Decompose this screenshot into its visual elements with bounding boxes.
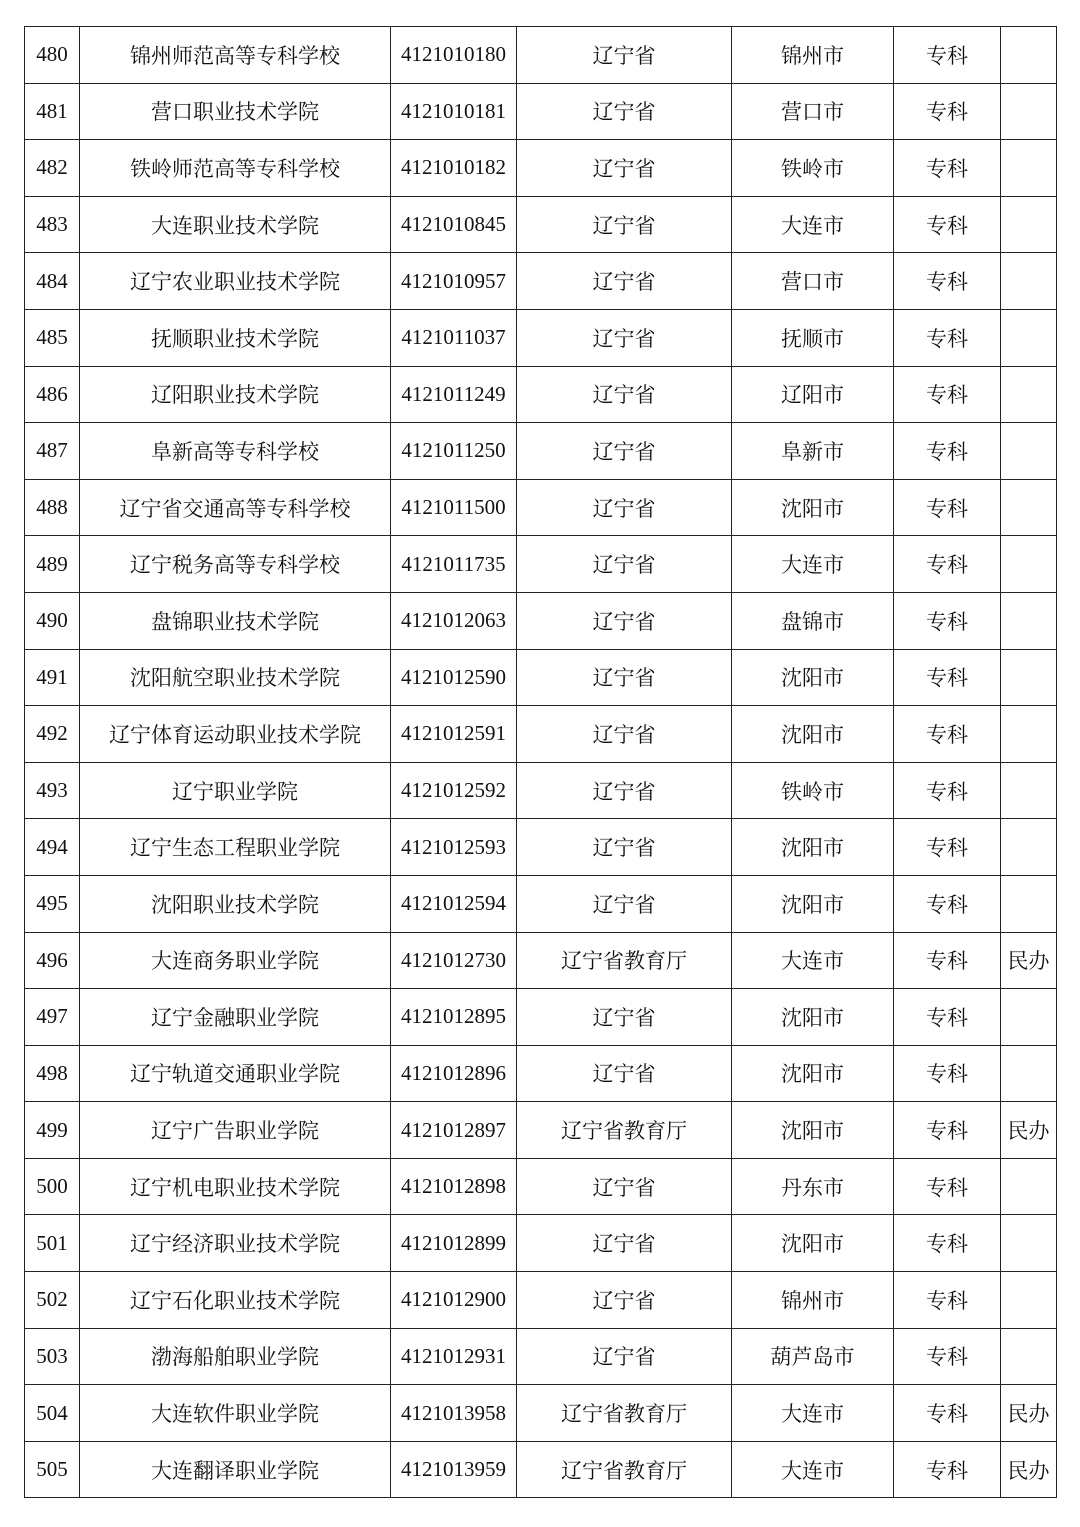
education-level-cell: 专科: [894, 1158, 1001, 1215]
competent-department-cell: 辽宁省: [517, 989, 732, 1046]
table-row: [25, 423, 1057, 480]
row-number-cell: 503: [25, 1328, 80, 1385]
row-number-cell: 486: [25, 366, 80, 423]
school-name-cell: 辽宁税务高等专科学校: [80, 536, 391, 593]
education-level-cell: 专科: [894, 1385, 1001, 1442]
education-level-cell: 专科: [894, 1215, 1001, 1272]
table-row: [25, 989, 1057, 1046]
location-city-cell: 丹东市: [732, 1158, 894, 1215]
remark-cell: [1001, 479, 1057, 536]
school-code-cell: 4121010181: [391, 83, 517, 140]
school-name-cell: 辽宁经济职业技术学院: [80, 1215, 391, 1272]
education-level-cell: 专科: [894, 479, 1001, 536]
remark-cell: [1001, 819, 1057, 876]
education-level-cell: 专科: [894, 140, 1001, 197]
remark-cell: [1001, 1045, 1057, 1102]
remark-cell: 民办: [1001, 1102, 1057, 1159]
competent-department-cell: 辽宁省: [517, 875, 732, 932]
education-level-cell: 专科: [894, 83, 1001, 140]
education-level-cell: 专科: [894, 1102, 1001, 1159]
remark-cell: [1001, 423, 1057, 480]
school-name-cell: 营口职业技术学院: [80, 83, 391, 140]
school-code-cell: 4121011735: [391, 536, 517, 593]
row-number-cell: 492: [25, 706, 80, 763]
school-code-cell: 4121012730: [391, 932, 517, 989]
location-city-cell: 沈阳市: [732, 1102, 894, 1159]
location-city-cell: 大连市: [732, 536, 894, 593]
education-level-cell: 专科: [894, 196, 1001, 253]
school-code-cell: 4121012593: [391, 819, 517, 876]
row-number-cell: 505: [25, 1441, 80, 1498]
remark-cell: [1001, 1158, 1057, 1215]
school-code-cell: 4121012063: [391, 592, 517, 649]
school-name-cell: 抚顺职业技术学院: [80, 309, 391, 366]
school-code-cell: 4121012590: [391, 649, 517, 706]
table-row: [25, 1272, 1057, 1329]
remark-cell: [1001, 706, 1057, 763]
row-number-cell: 484: [25, 253, 80, 310]
competent-department-cell: 辽宁省: [517, 479, 732, 536]
remark-cell: [1001, 536, 1057, 593]
table-row: [25, 706, 1057, 763]
table-row: [25, 366, 1057, 423]
location-city-cell: 沈阳市: [732, 819, 894, 876]
row-number-cell: 500: [25, 1158, 80, 1215]
row-number-cell: 483: [25, 196, 80, 253]
school-code-cell: 4121011500: [391, 479, 517, 536]
school-name-cell: 阜新高等专科学校: [80, 423, 391, 480]
institution-table: [24, 26, 1057, 1498]
education-level-cell: 专科: [894, 1328, 1001, 1385]
row-number-cell: 499: [25, 1102, 80, 1159]
remark-cell: 民办: [1001, 932, 1057, 989]
school-name-cell: 渤海船舶职业学院: [80, 1328, 391, 1385]
row-number-cell: 487: [25, 423, 80, 480]
school-code-cell: 4121012594: [391, 875, 517, 932]
school-name-cell: 辽宁农业职业技术学院: [80, 253, 391, 310]
location-city-cell: 铁岭市: [732, 762, 894, 819]
table-row: [25, 479, 1057, 536]
table-row: [25, 253, 1057, 310]
remark-cell: [1001, 27, 1057, 84]
school-name-cell: 辽宁生态工程职业学院: [80, 819, 391, 876]
school-name-cell: 大连软件职业学院: [80, 1385, 391, 1442]
competent-department-cell: 辽宁省: [517, 1215, 732, 1272]
location-city-cell: 沈阳市: [732, 875, 894, 932]
education-level-cell: 专科: [894, 706, 1001, 763]
school-code-cell: 4121010182: [391, 140, 517, 197]
row-number-cell: 482: [25, 140, 80, 197]
location-city-cell: 辽阳市: [732, 366, 894, 423]
location-city-cell: 沈阳市: [732, 1215, 894, 1272]
table-row: [25, 1385, 1057, 1442]
row-number-cell: 495: [25, 875, 80, 932]
row-number-cell: 489: [25, 536, 80, 593]
remark-cell: [1001, 253, 1057, 310]
competent-department-cell: 辽宁省: [517, 1328, 732, 1385]
competent-department-cell: 辽宁省: [517, 309, 732, 366]
school-code-cell: 4121010957: [391, 253, 517, 310]
school-name-cell: 辽宁机电职业技术学院: [80, 1158, 391, 1215]
location-city-cell: 铁岭市: [732, 140, 894, 197]
school-name-cell: 大连职业技术学院: [80, 196, 391, 253]
competent-department-cell: 辽宁省: [517, 196, 732, 253]
remark-cell: [1001, 989, 1057, 1046]
competent-department-cell: 辽宁省: [517, 140, 732, 197]
table-row: [25, 592, 1057, 649]
school-code-cell: 4121010845: [391, 196, 517, 253]
remark-cell: [1001, 762, 1057, 819]
table-row: [25, 196, 1057, 253]
school-code-cell: 4121012895: [391, 989, 517, 1046]
education-level-cell: 专科: [894, 309, 1001, 366]
education-level-cell: 专科: [894, 1272, 1001, 1329]
school-name-cell: 辽宁体育运动职业技术学院: [80, 706, 391, 763]
row-number-cell: 493: [25, 762, 80, 819]
remark-cell: [1001, 1215, 1057, 1272]
table-row: [25, 1158, 1057, 1215]
remark-cell: [1001, 196, 1057, 253]
competent-department-cell: 辽宁省: [517, 592, 732, 649]
school-name-cell: 辽宁省交通高等专科学校: [80, 479, 391, 536]
location-city-cell: 锦州市: [732, 1272, 894, 1329]
competent-department-cell: 辽宁省: [517, 762, 732, 819]
competent-department-cell: 辽宁省: [517, 253, 732, 310]
competent-department-cell: 辽宁省: [517, 366, 732, 423]
competent-department-cell: 辽宁省: [517, 536, 732, 593]
competent-department-cell: 辽宁省: [517, 27, 732, 84]
remark-cell: [1001, 366, 1057, 423]
competent-department-cell: 辽宁省教育厅: [517, 1385, 732, 1442]
table-row: [25, 140, 1057, 197]
table-row: [25, 932, 1057, 989]
competent-department-cell: 辽宁省: [517, 649, 732, 706]
education-level-cell: 专科: [894, 649, 1001, 706]
table-row: [25, 536, 1057, 593]
row-number-cell: 498: [25, 1045, 80, 1102]
location-city-cell: 葫芦岛市: [732, 1328, 894, 1385]
school-code-cell: 4121012591: [391, 706, 517, 763]
school-code-cell: 4121012900: [391, 1272, 517, 1329]
education-level-cell: 专科: [894, 932, 1001, 989]
table-row: [25, 1102, 1057, 1159]
row-number-cell: 501: [25, 1215, 80, 1272]
table-row: [25, 1215, 1057, 1272]
location-city-cell: 抚顺市: [732, 309, 894, 366]
education-level-cell: 专科: [894, 762, 1001, 819]
location-city-cell: 大连市: [732, 932, 894, 989]
table-row: [25, 875, 1057, 932]
location-city-cell: 锦州市: [732, 27, 894, 84]
row-number-cell: 502: [25, 1272, 80, 1329]
table-row: [25, 27, 1057, 84]
school-name-cell: 大连翻译职业学院: [80, 1441, 391, 1498]
row-number-cell: 496: [25, 932, 80, 989]
remark-cell: [1001, 140, 1057, 197]
school-name-cell: 沈阳职业技术学院: [80, 875, 391, 932]
school-name-cell: 铁岭师范高等专科学校: [80, 140, 391, 197]
competent-department-cell: 辽宁省: [517, 1045, 732, 1102]
table-row: [25, 1441, 1057, 1498]
competent-department-cell: 辽宁省教育厅: [517, 1441, 732, 1498]
school-name-cell: 大连商务职业学院: [80, 932, 391, 989]
row-number-cell: 490: [25, 592, 80, 649]
location-city-cell: 沈阳市: [732, 989, 894, 1046]
education-level-cell: 专科: [894, 423, 1001, 480]
competent-department-cell: 辽宁省教育厅: [517, 932, 732, 989]
remark-cell: [1001, 83, 1057, 140]
remark-cell: [1001, 592, 1057, 649]
row-number-cell: 481: [25, 83, 80, 140]
location-city-cell: 沈阳市: [732, 1045, 894, 1102]
school-name-cell: 沈阳航空职业技术学院: [80, 649, 391, 706]
education-level-cell: 专科: [894, 366, 1001, 423]
competent-department-cell: 辽宁省: [517, 423, 732, 480]
row-number-cell: 497: [25, 989, 80, 1046]
competent-department-cell: 辽宁省: [517, 819, 732, 876]
row-number-cell: 504: [25, 1385, 80, 1442]
education-level-cell: 专科: [894, 27, 1001, 84]
school-name-cell: 辽宁石化职业技术学院: [80, 1272, 391, 1329]
school-name-cell: 辽宁轨道交通职业学院: [80, 1045, 391, 1102]
row-number-cell: 480: [25, 27, 80, 84]
school-code-cell: 4121011037: [391, 309, 517, 366]
remark-cell: [1001, 1272, 1057, 1329]
row-number-cell: 485: [25, 309, 80, 366]
school-name-cell: 辽宁金融职业学院: [80, 989, 391, 1046]
table-row: [25, 1328, 1057, 1385]
location-city-cell: 盘锦市: [732, 592, 894, 649]
school-name-cell: 辽宁广告职业学院: [80, 1102, 391, 1159]
location-city-cell: 沈阳市: [732, 479, 894, 536]
table-row: [25, 309, 1057, 366]
location-city-cell: 大连市: [732, 1441, 894, 1498]
education-level-cell: 专科: [894, 592, 1001, 649]
education-level-cell: 专科: [894, 989, 1001, 1046]
row-number-cell: 494: [25, 819, 80, 876]
school-code-cell: 4121012931: [391, 1328, 517, 1385]
location-city-cell: 沈阳市: [732, 649, 894, 706]
location-city-cell: 营口市: [732, 83, 894, 140]
remark-cell: [1001, 649, 1057, 706]
school-code-cell: 4121011250: [391, 423, 517, 480]
remark-cell: [1001, 1328, 1057, 1385]
education-level-cell: 专科: [894, 253, 1001, 310]
education-level-cell: 专科: [894, 1441, 1001, 1498]
competent-department-cell: 辽宁省: [517, 706, 732, 763]
school-code-cell: 4121013959: [391, 1441, 517, 1498]
education-level-cell: 专科: [894, 1045, 1001, 1102]
table-body: [25, 27, 1057, 1498]
table-row: [25, 83, 1057, 140]
school-code-cell: 4121012592: [391, 762, 517, 819]
school-name-cell: 锦州师范高等专科学校: [80, 27, 391, 84]
table-row: [25, 762, 1057, 819]
school-code-cell: 4121010180: [391, 27, 517, 84]
location-city-cell: 大连市: [732, 1385, 894, 1442]
row-number-cell: 491: [25, 649, 80, 706]
competent-department-cell: 辽宁省: [517, 83, 732, 140]
remark-cell: 民办: [1001, 1441, 1057, 1498]
row-number-cell: 488: [25, 479, 80, 536]
school-code-cell: 4121012899: [391, 1215, 517, 1272]
table-row: [25, 819, 1057, 876]
remark-cell: 民办: [1001, 1385, 1057, 1442]
school-code-cell: 4121013958: [391, 1385, 517, 1442]
location-city-cell: 阜新市: [732, 423, 894, 480]
school-name-cell: 辽阳职业技术学院: [80, 366, 391, 423]
competent-department-cell: 辽宁省教育厅: [517, 1102, 732, 1159]
table-row: [25, 649, 1057, 706]
school-code-cell: 4121012896: [391, 1045, 517, 1102]
competent-department-cell: 辽宁省: [517, 1158, 732, 1215]
education-level-cell: 专科: [894, 875, 1001, 932]
school-name-cell: 辽宁职业学院: [80, 762, 391, 819]
location-city-cell: 沈阳市: [732, 706, 894, 763]
school-code-cell: 4121011249: [391, 366, 517, 423]
remark-cell: [1001, 875, 1057, 932]
location-city-cell: 营口市: [732, 253, 894, 310]
location-city-cell: 大连市: [732, 196, 894, 253]
table-row: [25, 1045, 1057, 1102]
school-code-cell: 4121012898: [391, 1158, 517, 1215]
remark-cell: [1001, 309, 1057, 366]
education-level-cell: 专科: [894, 819, 1001, 876]
school-code-cell: 4121012897: [391, 1102, 517, 1159]
education-level-cell: 专科: [894, 536, 1001, 593]
school-name-cell: 盘锦职业技术学院: [80, 592, 391, 649]
competent-department-cell: 辽宁省: [517, 1272, 732, 1329]
